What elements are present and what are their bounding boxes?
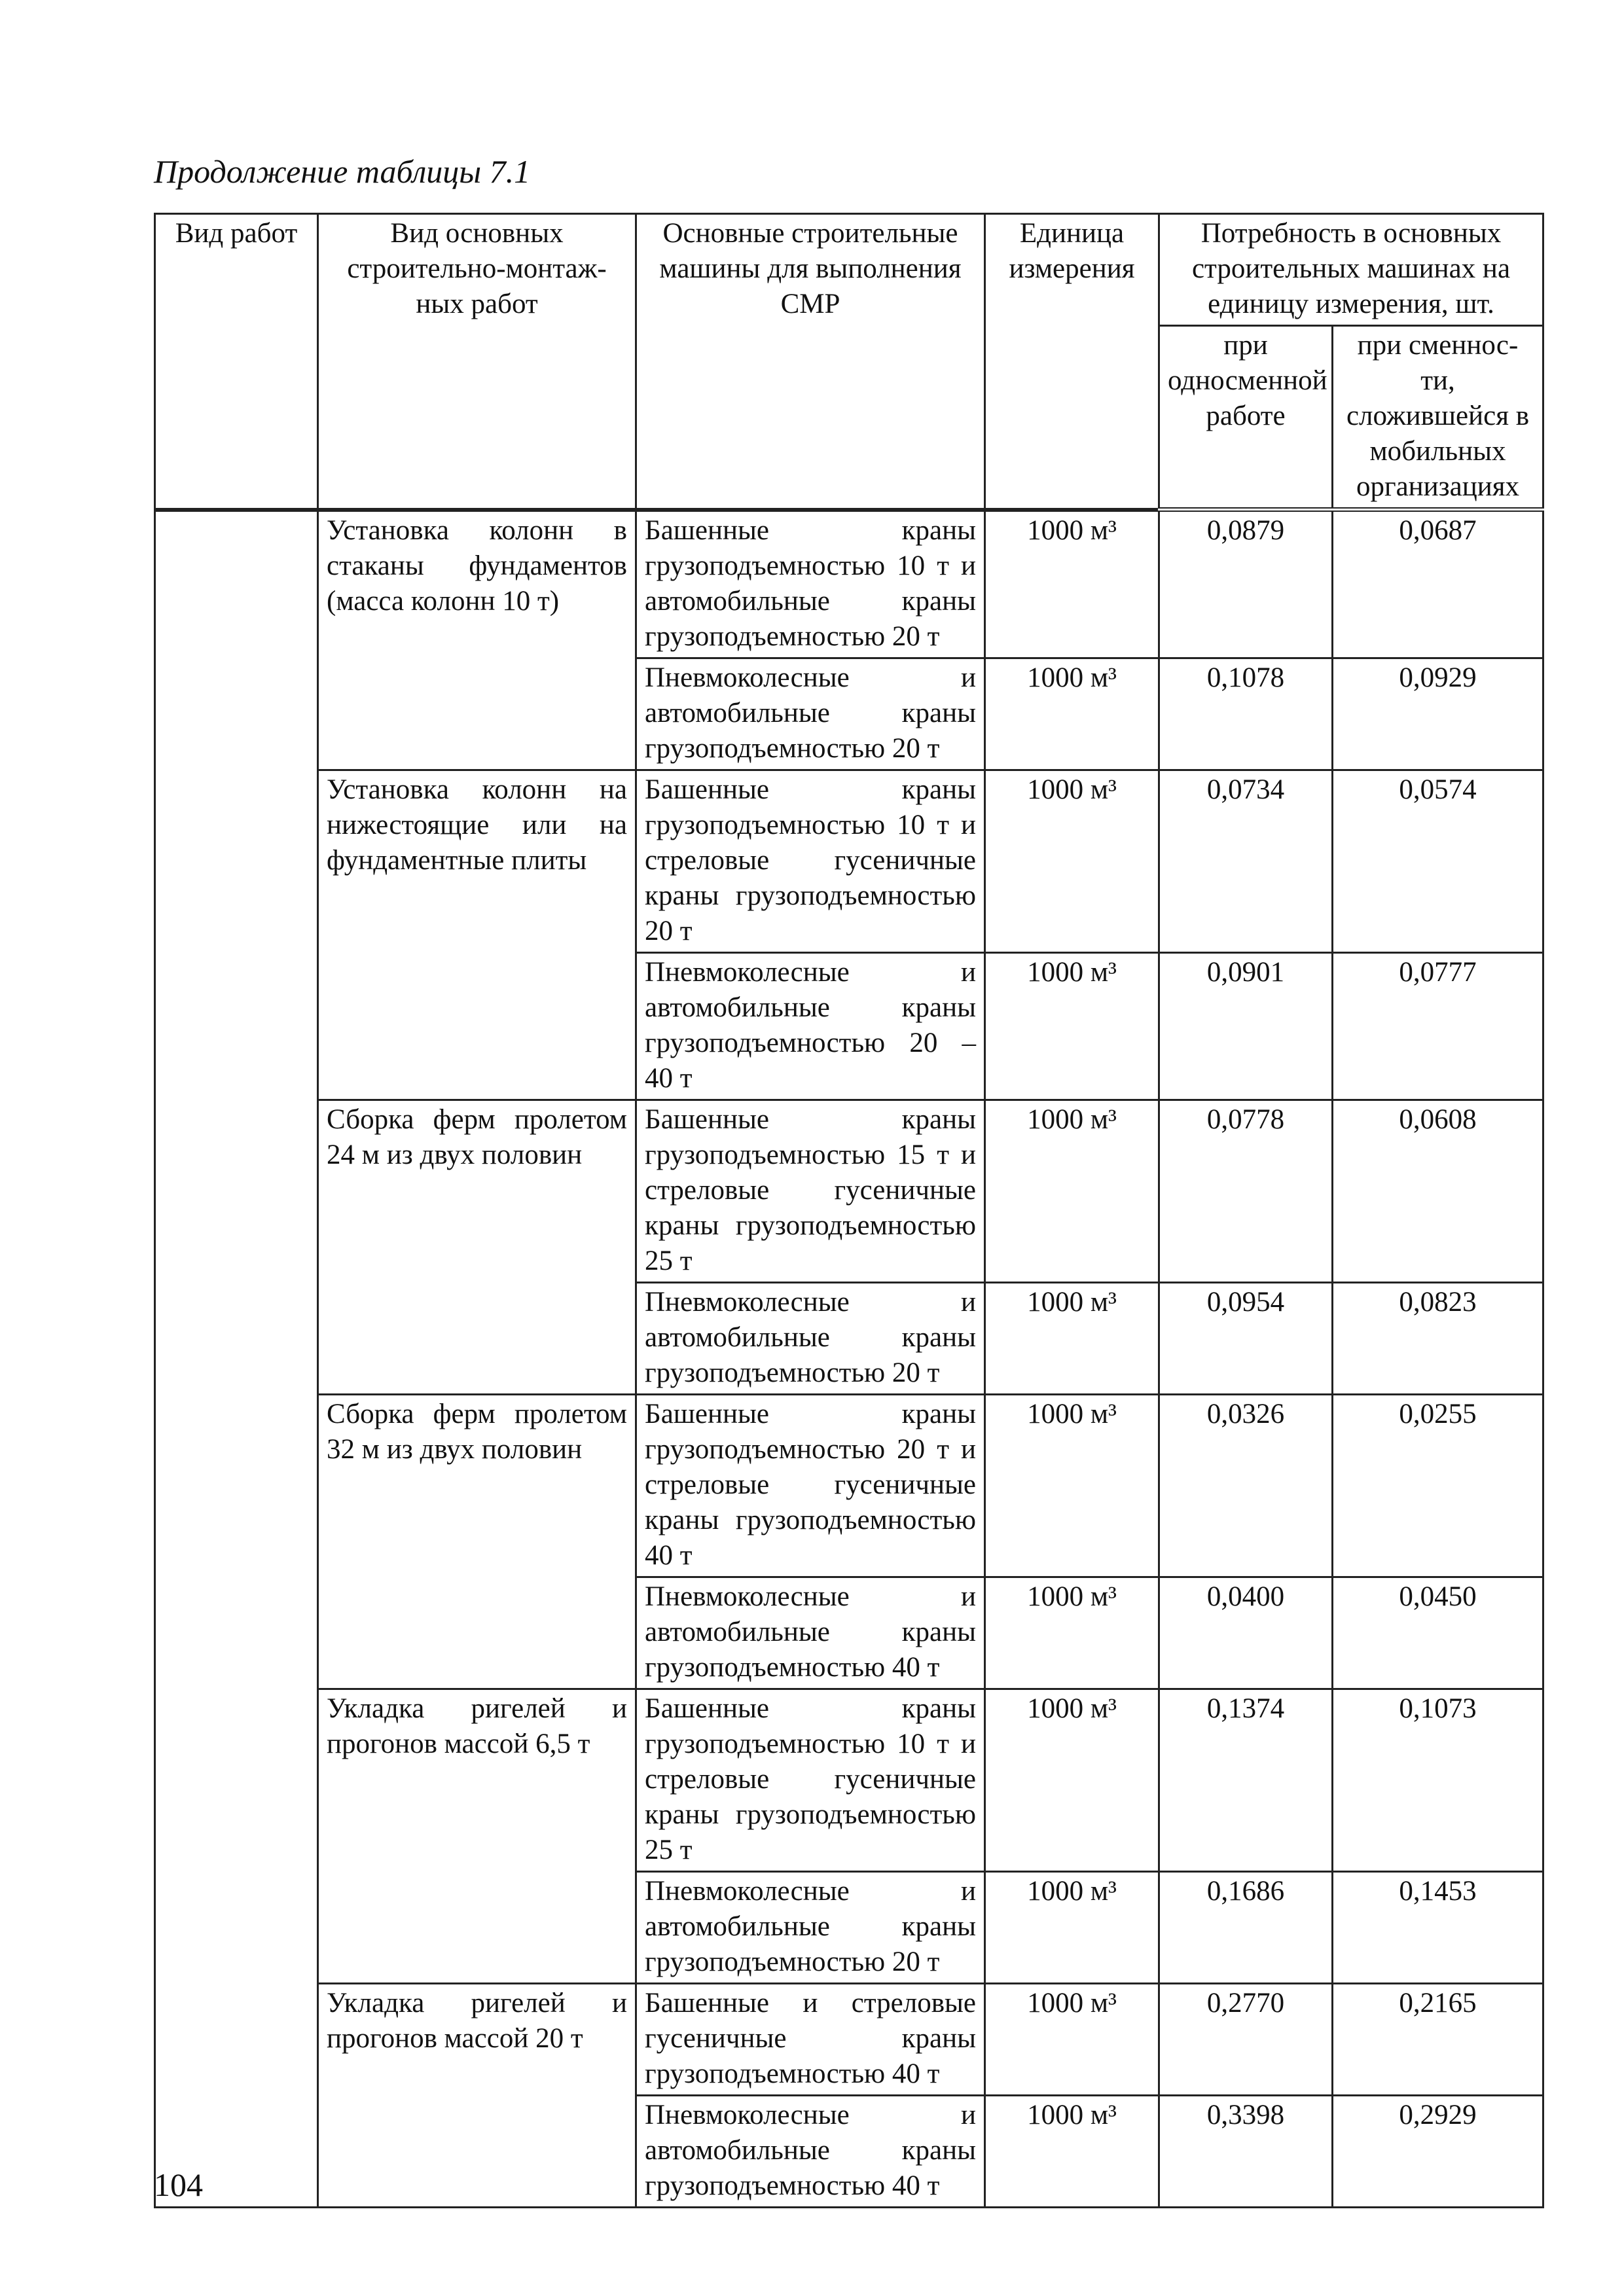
header-single-shift: при односменной работе [1159,326,1333,510]
header-work: Вид основных строительно-монтаж-ных работ [318,214,636,510]
machine-cell: Пневмоколесные и автомобильные краны грузоподъемностью 20 – 40 т [636,952,985,1100]
unit-cell: 1000 м³ [985,1100,1159,1282]
machine-cell: Пневмоколесные и автомобильные краны грузоподъемностью 20 т [636,1282,985,1394]
mobile-shift-value: 0,2929 [1333,2095,1543,2207]
single-shift-value: 0,0954 [1159,1282,1333,1394]
machine-cell: Башенные краны грузоподъемностью 10 т и стреловые гусеничные краны грузоподъемностью 20 т [636,770,985,952]
kind-cell [155,510,318,2208]
header-unit: Единица измерения [985,214,1159,510]
machine-cell: Пневмоколесные и автомобильные краны грузоподъемностью 40 т [636,2095,985,2207]
table-row [155,510,1543,658]
mobile-shift-value: 0,0687 [1333,510,1543,658]
mobile-shift-value: 0,2165 [1333,1983,1543,2095]
mobile-shift-value: 0,0255 [1333,1394,1543,1577]
single-shift-value: 0,0879 [1159,510,1333,658]
mobile-shift-value: 0,0608 [1333,1100,1543,1282]
work-type: Сборка ферм пролетом 24 м из двух половин [318,1100,636,1394]
unit-cell: 1000 м³ [985,1394,1159,1577]
single-shift-value: 0,0326 [1159,1394,1333,1577]
header-mobile-shift: при сменнос-ти, сложившейся в мобильных организациях [1333,326,1543,510]
table-row [155,1100,1543,1282]
work-type: Укладка ригелей и прогонов массой 20 т [318,1983,636,2207]
mobile-shift-value: 0,0450 [1333,1577,1543,1689]
table-row [155,1689,1543,1871]
work-type: Сборка ферм пролетом 32 м из двух половин [318,1394,636,1689]
header-need: Потребность в основных строительных машинах на единицу измерения, шт. [1159,214,1543,326]
unit-cell: 1000 м³ [985,658,1159,770]
single-shift-value: 0,3398 [1159,2095,1333,2207]
header-kind: Вид работ [155,214,318,510]
table-caption: Продолжение таблицы 7.1 [154,153,531,190]
single-shift-value: 0,1686 [1159,1871,1333,1983]
unit-cell: 1000 м³ [985,1282,1159,1394]
single-shift-value: 0,1078 [1159,658,1333,770]
mobile-shift-value: 0,0929 [1333,658,1543,770]
single-shift-value: 0,2770 [1159,1983,1333,2095]
machine-cell: Пневмоколесные и автомобильные краны грузоподъемностью 20 т [636,1871,985,1983]
table-row [155,1983,1543,2095]
single-shift-value: 0,0901 [1159,952,1333,1100]
single-shift-value: 0,0778 [1159,1100,1333,1282]
page-number: 104 [154,2166,203,2203]
single-shift-value: 0,1374 [1159,1689,1333,1871]
unit-cell: 1000 м³ [985,1983,1159,2095]
machine-cell: Башенные краны грузоподъемностью 10 т и автомобильные краны грузоподъемностью 20 т [636,510,985,658]
mobile-shift-value: 0,0574 [1333,770,1543,952]
machine-cell: Башенные и стреловые гусеничные краны грузоподъемностью 40 т [636,1983,985,2095]
unit-cell: 1000 м³ [985,1871,1159,1983]
machine-cell: Башенные краны грузоподъемностью 20 т и стреловые гусеничные краны грузоподъемностью 40 т [636,1394,985,1577]
mobile-shift-value: 0,0823 [1333,1282,1543,1394]
unit-cell: 1000 м³ [985,2095,1159,2207]
machines-table [154,213,1544,2208]
machine-cell: Пневмоколесные и автомобильные краны грузоподъемностью 20 т [636,658,985,770]
mobile-shift-value: 0,0777 [1333,952,1543,1100]
machine-cell: Башенные краны грузоподъемностью 10 т и стреловые гусеничные краны грузоподъемностью 25 т [636,1689,985,1871]
work-type: Установка колонн в стаканы фундаментов (масса колонн 10 т) [318,510,636,770]
table-row [155,1394,1543,1577]
unit-cell: 1000 м³ [985,952,1159,1100]
work-type: Укладка ригелей и прогонов массой 6,5 т [318,1689,636,1983]
work-type: Установка колонн на нижестоящие или на фундаментные плиты [318,770,636,1100]
mobile-shift-value: 0,1073 [1333,1689,1543,1871]
unit-cell: 1000 м³ [985,770,1159,952]
machine-cell: Пневмоколесные и автомобильные краны грузоподъемностью 40 т [636,1577,985,1689]
unit-cell: 1000 м³ [985,510,1159,658]
machine-cell: Башенные краны грузоподъемностью 15 т и стреловые гусеничные краны грузоподъемностью 25 т [636,1100,985,1282]
header-machines: Основные строительные машины для выполнения СМР [636,214,985,510]
single-shift-value: 0,0734 [1159,770,1333,952]
single-shift-value: 0,0400 [1159,1577,1333,1689]
unit-cell: 1000 м³ [985,1577,1159,1689]
unit-cell: 1000 м³ [985,1689,1159,1871]
table-row [155,770,1543,952]
mobile-shift-value: 0,1453 [1333,1871,1543,1983]
